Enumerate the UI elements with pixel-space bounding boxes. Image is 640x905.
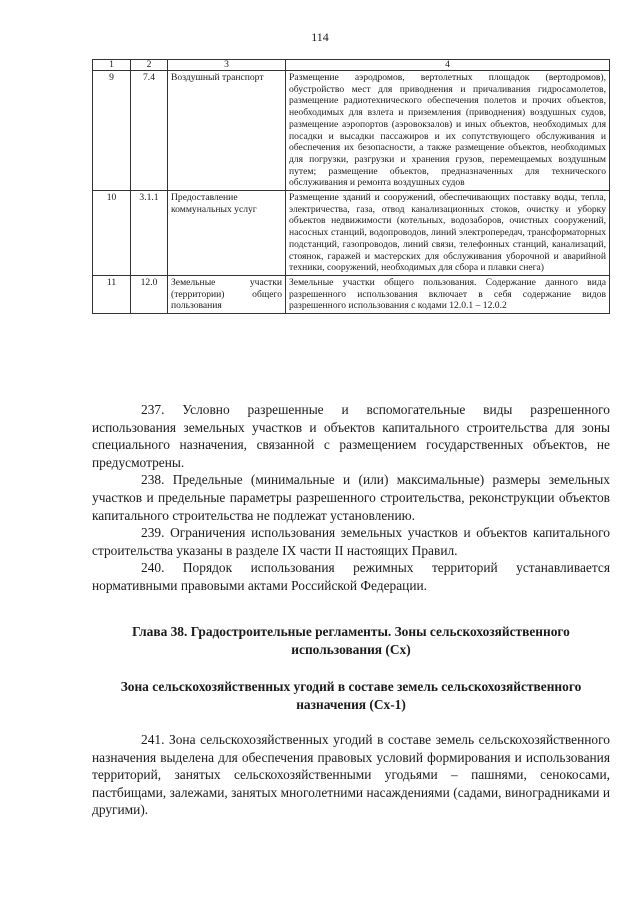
row-name: Земельные участки (территории) общего пользования	[168, 275, 286, 313]
row-name: Воздушный транспорт	[168, 71, 286, 191]
row-number: 11	[93, 275, 131, 313]
zone-title: Зона сельскохозяйственных угодий в составе земель сельскохозяйственного назначения (Сх-1)	[120, 679, 582, 712]
row-code: 3.1.1	[131, 191, 168, 276]
paragraphs-section-top	[92, 401, 610, 595]
row-number: 9	[93, 71, 131, 191]
paragraph-240: 240. Порядок использования режимных территорий устанавливается нормативными правовыми актами Российской Федерации.	[92, 560, 610, 593]
page-number: 114	[311, 30, 329, 44]
chapter-title: Глава 38. Градостроительные регламенты. Зоны сельскохозяйственного использования (Сх)	[132, 624, 570, 657]
row-description: Размещение зданий и сооружений, обеспечивающих поставку воды, тепла, электричества, газа, отвод канализационных стоков, очистку и уборку объектов недвижимости (котельных, водозаборов, очистных сооружений, насосных станций, водопроводов, линий электропередач, трансформаторных подстанций, газопроводов, линий связи, телефонных станций, канализаций, стоянок, гаражей и мастерских для обслуживания уборочной и аварийной техники, сооружений, необходимых для сбора и плавки снега)	[286, 191, 610, 276]
paragraph-237: 237. Условно разрешенные и вспомогательные виды разрешенного использования земельных участков и объектов капитального строительства для зоны специального назначения, связанной с размещением государственных объектов, не предусмотрены.	[92, 402, 610, 470]
row-code: 12.0	[131, 275, 168, 313]
row-number: 10	[93, 191, 131, 276]
paragraph-241: 241. Зона сельскохозяйственных угодий в составе земель сельскохозяйственного назначения выделена для обеспечения правовых условий формирования и использования территорий, занятых сельскохозяйственными угодьями – пашнями, сенокосами, пастбищами, залежами, занятых многолетними насаждениями (садами, виноградниками и другими).	[92, 732, 610, 818]
row-name: Предоставление коммунальных услуг	[168, 191, 286, 276]
paragraphs-section-bottom	[92, 731, 610, 819]
table-header-cell: 3	[168, 60, 286, 71]
paragraph-238: 238. Предельные (минимальные и (или) максимальные) размеры земельных участков и предельные параметры разрешенного строительства, реконструкции объектов капитального строительства не подлежат установлению.	[92, 472, 610, 523]
table-header-cell: 4	[286, 60, 610, 71]
table-header-cell: 1	[93, 60, 131, 71]
row-description: Земельные участки общего пользования. Содержание данного вида разрешенного использования включает в себя содержание видов разрешенного использования с кодами 12.0.1 – 12.0.2	[286, 275, 610, 313]
row-code: 7.4	[131, 71, 168, 191]
table-row	[93, 275, 610, 313]
permitted-use-table	[92, 59, 610, 314]
table-header-cell: 2	[131, 60, 168, 71]
paragraph-239: 239. Ограничения использования земельных участков и объектов капитального строительства указаны в разделе IX части II настоящих Правил.	[92, 525, 610, 558]
table-row	[93, 71, 610, 191]
row-description: Размещение аэродромов, вертолетных площадок (вертодромов), обустройство мест для приводнения и причаливания гидросамолетов, размещение радиотехнического обеспечения полетов и прочих объектов, необходимых для взлета и приземления (приводнения) воздушных судов, размещение аэропортов (аэровокзалов) и иных объектов, необходимых для посадки и высадки пассажиров и их сопутствующего обслуживания и обеспечения их безопасности, а также размещение объектов, необходимых для погрузки, разгрузки и хранения грузов, перемещаемых воздушным путем; размещение объектов, предназначенных для технического обслуживания и ремонта воздушных судов	[286, 71, 610, 191]
table-header-row	[93, 60, 610, 71]
table-row	[93, 191, 610, 276]
